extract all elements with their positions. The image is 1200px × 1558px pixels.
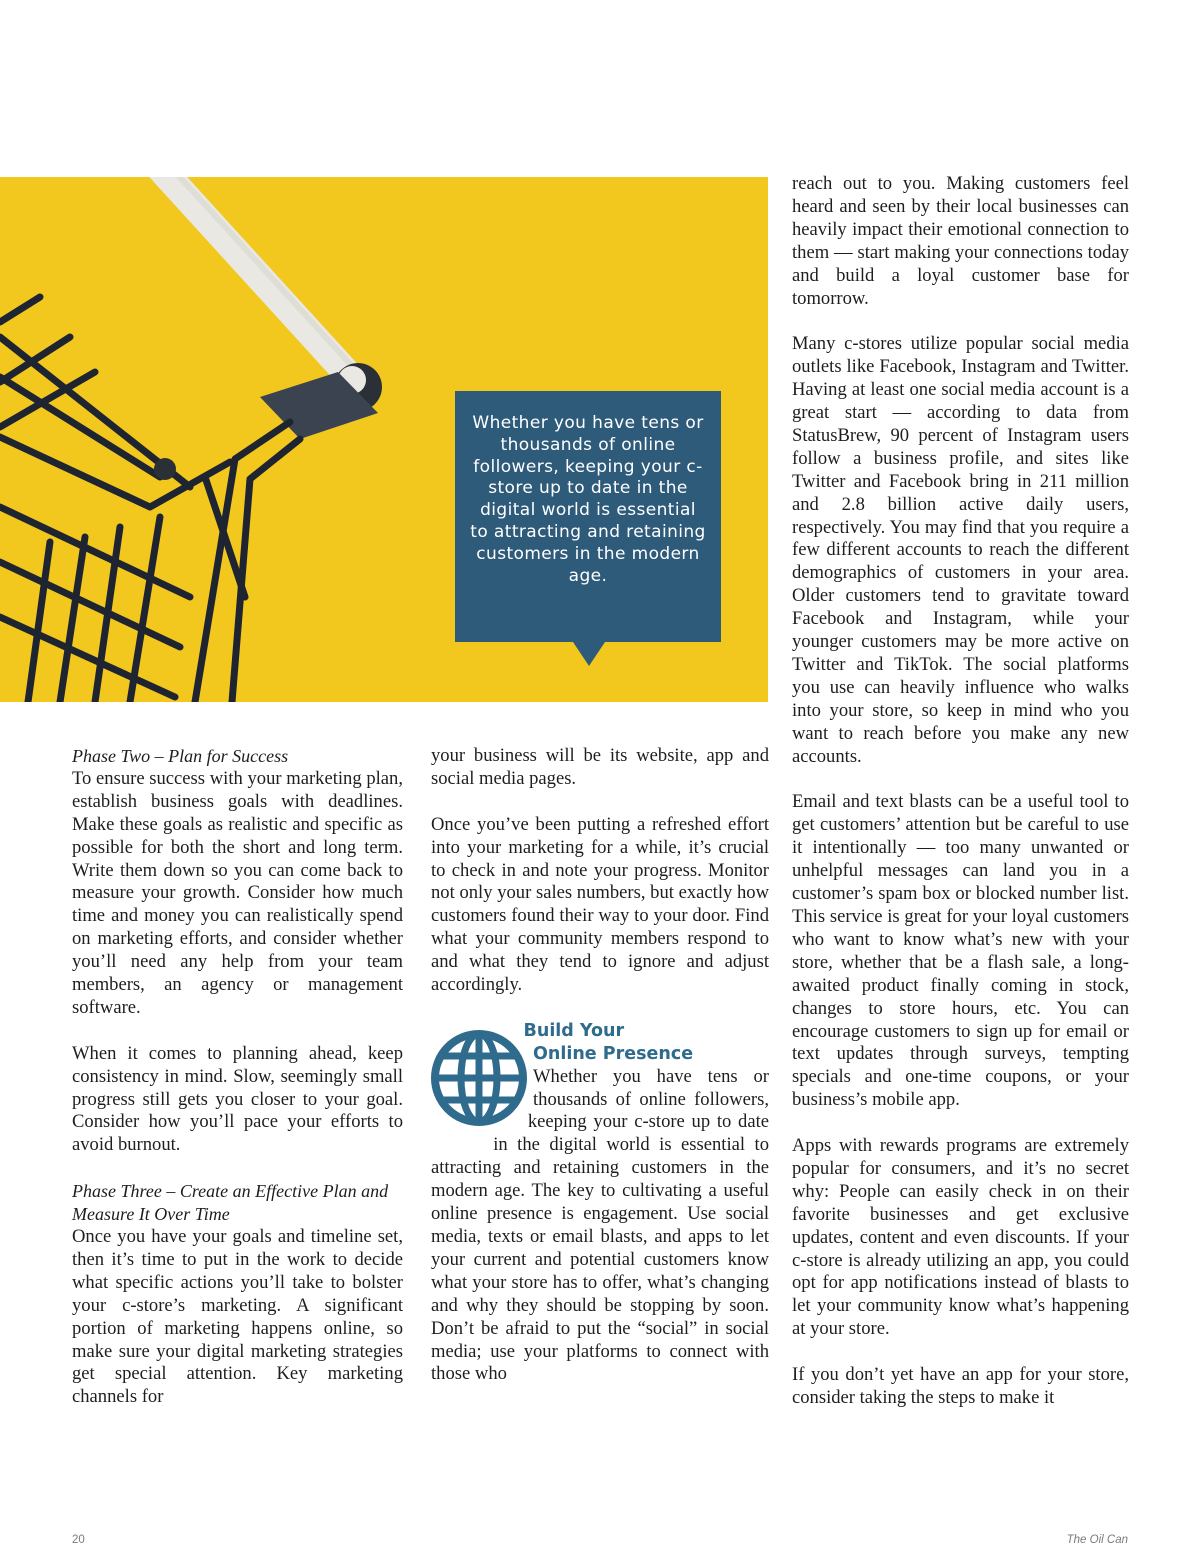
paragraph: your business will be its website, app and social media pages. — [431, 745, 769, 789]
globe-icon — [429, 1028, 529, 1140]
paragraph: reach out to you. Making customers feel heard and seen by their local businesses can heavily impact their emotional connection to them — start making your connections today and build a loyal customer base for tomorrow. — [792, 173, 1129, 309]
paragraph: Once you have your goals and timeline set, then it’s time to put in the work to decide what specific actions you’ll take to bolster your c-store’s marketing. A significant portion of marketing happens online, so make sure your digital marketing strategies get special attention. Key marketing channels for — [72, 1226, 403, 1408]
pull-quote-box — [455, 391, 721, 642]
column-3 — [792, 173, 1129, 1410]
section-title-line-1: Build Your — [523, 1020, 625, 1041]
paragraph: If you don’t yet have an app for your store, consider taking the steps to make it — [792, 1364, 1129, 1408]
pull-quote-tail — [573, 642, 605, 666]
publication-name: The Oil Can — [1066, 1534, 1128, 1546]
section-title-line-2: Online Presence — [533, 1043, 694, 1064]
paragraph: When it comes to planning ahead, keep consistency in mind. Slow, seemingly small progress still gets you closer to your goal. Consider how you’ll pace your efforts to avoid burnout. — [72, 1042, 403, 1156]
paragraph: Email and text blasts can be a useful tool to get customers’ attention but be careful to use it intentionally — too many unwanted or unhelpful messages can land you in a customer’s spam box or blocked number list. This service is great for your loyal customers who want to know what’s new with your store, whether that be a flash sale, a long-awaited product finally coming in stock, changes to store hours, etc. You can encourage customers to sign up for email or text updates through surveys, tempting specials and one-time coupons, or your business’s mobile app. — [792, 791, 1129, 1111]
page-number: 20 — [72, 1534, 85, 1546]
pull-quote-text: Whether you have tens or thousands of online followers, keeping your c-store up to date in the digital world is essential to attracting and retaining customers in the modern age. — [470, 413, 706, 586]
paragraph: Apps with rewards programs are extremely popular for consumers, and it’s no secret why: People can easily check in on their favorite businesses and get exclusive updates, content and even discounts. If your c-store is already utilizing an app, you could opt for app notifications instead of blasts to let your community know what’s happening at your store. — [792, 1135, 1129, 1340]
paragraph: To ensure success with your marketing plan, establish business goals with deadlines. Make these goals as realistic and specific as possible for both the short and long term. Write them down so you can come back to measure your growth. Consider how much time and money you can realistically spend on marketing efforts, and consider whether you’ll need any help from your team members, an agency or management software. — [72, 767, 403, 1018]
paragraph: Whether you have tens or thousands of online followers, keeping your c-store up to date in the digital world is essential to attracting and retaining customers in the modern age. The key to cultivating a useful online presence is engagement. Use social media, texts or email blasts, and apps to let your current and potential customers know what your store has to offer, what’s changing and why they should be stopping by soon. Don’t be afraid to put the “social” in social media; use your platforms to connect with those who — [431, 1065, 769, 1385]
phase-three-heading: Phase Three – Create an Effective Plan and Measure It Over Time — [72, 1181, 389, 1225]
paragraph: Once you’ve been putting a refreshed effort into your marketing for a while, it’s crucial to check in and note your progress. Monitor not only your sales numbers, but exactly how customers found their way to your door. Find what your community members respond to and what they tend to ignore and adjust accordingly. — [431, 813, 769, 996]
column-1 — [72, 745, 403, 1409]
column-2 — [431, 745, 769, 1386]
phase-two-heading: Phase Two – Plan for Success — [72, 746, 289, 766]
paragraph: Many c-stores utilize popular social media outlets like Facebook, Instagram and Twitter. Having at least one social media account is a great start — according to data from StatusBrew, 90 percent of Instagram users follow a business profile, and sites like Twitter and Facebook bring in 211 million and 2.8 billion active daily users, respectively. You may find that you require a few different accounts to reach the different demographics of customers in your area. Older customers tend to gravitate toward Facebook and Instagram, while your younger customers may be more active on Twitter and TikTok. The social platforms you use can heavily influence who walks into your store, so keep in mind who you want to reach before you make any new accounts. — [792, 333, 1129, 767]
